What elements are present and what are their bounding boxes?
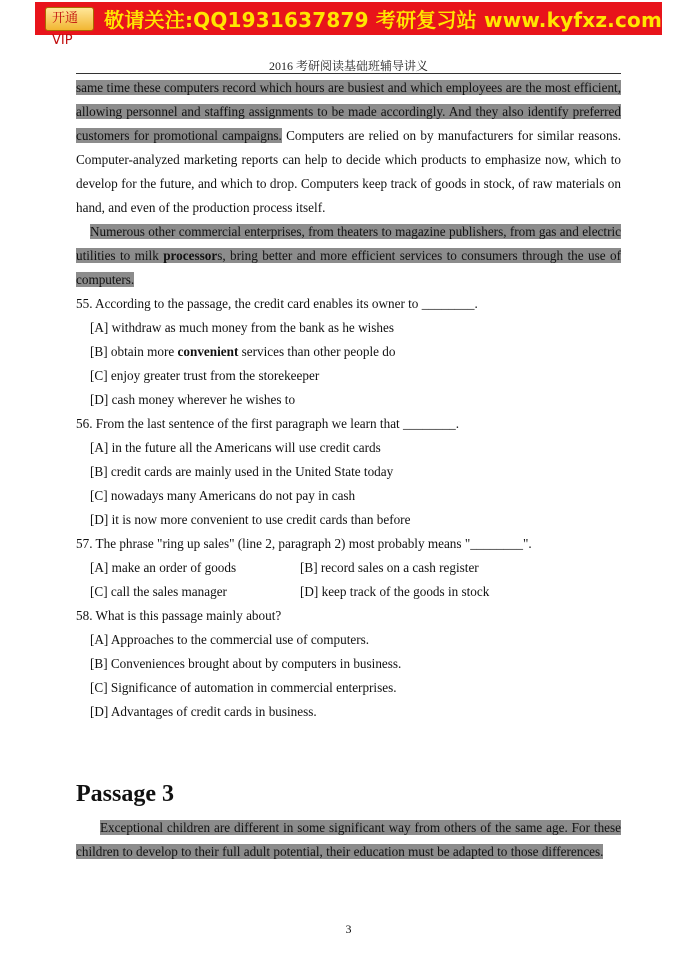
bold-word: processor <box>163 248 218 263</box>
paragraph-text: s, bring better and more efficient services to consumers through the use of computers. <box>76 248 621 287</box>
question-58: 58. What is this passage mainly about? <box>76 608 282 623</box>
question-55: 55. According to the passage, the credit card enables its owner to ________. <box>76 296 478 311</box>
option: [B] Conveniences brought about by computers in business. <box>90 656 402 671</box>
document-body <box>76 76 621 864</box>
paragraph-1 <box>76 76 621 220</box>
page-number: 3 <box>345 922 352 936</box>
option: [B] record sales on a cash register <box>300 560 479 575</box>
header-divider <box>76 73 621 74</box>
option: [D] cash money wherever he wishes to <box>90 392 296 407</box>
option-row <box>90 580 621 604</box>
option: [A] in the future all the Americans will use credit cards <box>90 440 381 455</box>
option <box>90 340 621 364</box>
option: [C] enjoy greater trust from the storekeeper <box>90 368 320 383</box>
option: [D] Advantages of credit cards in business. <box>90 704 317 719</box>
highlighted-text <box>76 224 621 287</box>
promo-banner[interactable] <box>35 2 662 48</box>
paragraph-text: Numerous other commercial enterprises, from theaters to magazine publishers, from gas and electric utilities to milk <box>76 224 621 263</box>
option: [A] Approaches to the commercial use of computers. <box>90 632 370 647</box>
question-57: 57. The phrase "ring up sales" (line 2, paragraph 2) most probably means "________". <box>76 536 532 551</box>
bold-word: convenient <box>177 344 239 359</box>
highlighted-text: Exceptional children are different in some significant way from others of the same age. For these children to develop to their full adult potential, their education must be adapted to those differences. <box>76 820 621 859</box>
option: [A] withdraw as much money from the bank as he wishes <box>90 320 394 335</box>
paragraph-2 <box>76 220 621 292</box>
page-header: 2016 考研阅读基础班辅导讲义 <box>268 59 428 73</box>
option: [A] make an order of goods <box>90 560 237 575</box>
option: [C] call the sales manager <box>90 584 227 599</box>
option: [D] keep track of the goods in stock <box>300 584 490 599</box>
option-text: services than other people do <box>238 344 396 359</box>
paragraph-text: Computers are relied on by manufacturers for similar reasons. Computer-analyzed marketing reports can help to decide which products to emphasize now, which to develop for the future, and which to drop. Computers keep track of goods in stock, of raw materials on hand, and even of the production process itself. <box>76 128 621 215</box>
passage-3-paragraph <box>76 816 621 864</box>
option-text: [B] obtain more <box>90 344 178 359</box>
option: [C] Significance of automation in commercial enterprises. <box>90 680 397 695</box>
option: [C] nowadays many Americans do not pay in cash <box>90 488 356 503</box>
banner-text: 敬请关注:QQ1931637879 考研复习站 www.kyfxz.com <box>104 8 662 32</box>
option: [B] credit cards are mainly used in the United State today <box>90 464 394 479</box>
passage-title: Passage 3 <box>76 781 174 807</box>
question-56: 56. From the last sentence of the first paragraph we learn that ________. <box>76 416 460 431</box>
vip-button[interactable]: 开通VIP <box>45 7 94 31</box>
highlighted-text: same time these computers record which hours are busiest and which employees are the most efficient, allowing personnel and staffing assignments to be made accordingly. And they also identify preferred customers for promotional campaigns. <box>76 80 621 143</box>
option: [D] it is now more convenient to use credit cards than before <box>90 512 411 527</box>
option-row <box>90 556 621 580</box>
